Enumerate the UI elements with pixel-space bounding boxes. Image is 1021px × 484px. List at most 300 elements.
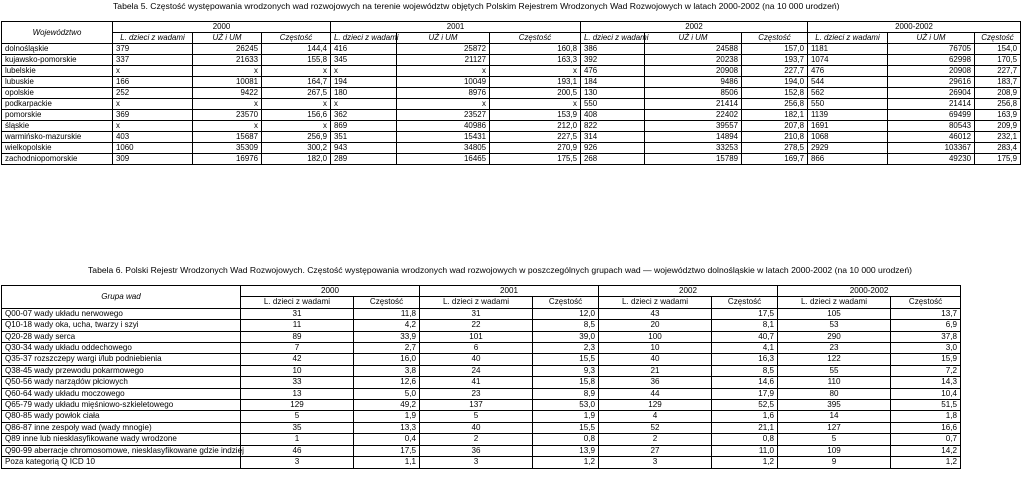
table-cell: 869 <box>331 121 397 132</box>
table-cell: 11 <box>241 320 354 331</box>
table-cell: 17,9 <box>712 388 778 399</box>
defect-group-name: Q89 inne lub niesklasyfikowane wady wrodzone <box>2 434 241 445</box>
table-row <box>2 132 1021 143</box>
table-cell: 26904 <box>888 88 975 99</box>
table6-subheader: Częstość <box>891 297 961 308</box>
table-cell: 164,7 <box>262 77 331 88</box>
table5-subheader: Częstość <box>975 33 1021 44</box>
table-cell: 351 <box>331 132 397 143</box>
table-row <box>2 99 1021 110</box>
table5-year-header: 2002 <box>581 22 808 33</box>
table-cell: 153,9 <box>490 110 581 121</box>
table-row <box>2 400 961 411</box>
table-cell: 182,0 <box>262 154 331 165</box>
table-row <box>2 66 1021 77</box>
table-cell: 33,9 <box>354 331 420 342</box>
table-cell: x <box>262 121 331 132</box>
table5-subheader: L. dzieci z wadami <box>581 33 645 44</box>
table-cell: 21127 <box>397 55 490 66</box>
table-cell: 175,5 <box>490 154 581 165</box>
table-cell: 80 <box>778 388 891 399</box>
table-row <box>2 343 961 354</box>
table-cell: 37,8 <box>891 331 961 342</box>
table-cell: 5 <box>241 411 354 422</box>
defect-group-name: Q10-18 wady oka, ucha, twarzy i szyi <box>2 320 241 331</box>
table-cell: x <box>193 66 262 77</box>
table-cell: 193,7 <box>742 55 808 66</box>
table-cell: 1 <box>241 434 354 445</box>
table-cell: 166 <box>113 77 193 88</box>
table5-subheader: UŻ i UM <box>645 33 742 44</box>
table-cell: 0,4 <box>354 434 420 445</box>
table-cell: 300,2 <box>262 143 331 154</box>
table-cell: 29616 <box>888 77 975 88</box>
table6-subheader: L. dzieci z wadami <box>241 297 354 308</box>
table-cell: 23527 <box>397 110 490 121</box>
table-cell: 544 <box>808 77 888 88</box>
table-cell: 5,0 <box>354 388 420 399</box>
table6-subheader: L. dzieci z wadami <box>599 297 712 308</box>
table-cell: 476 <box>581 66 645 77</box>
table-cell: 16976 <box>193 154 262 165</box>
table-cell: 13 <box>241 388 354 399</box>
table-cell: 39,0 <box>533 331 599 342</box>
table-cell: x <box>490 99 581 110</box>
defect-group-name: Q80-85 wady powłok ciała <box>2 411 241 422</box>
table-row <box>2 88 1021 99</box>
table-cell: x <box>262 99 331 110</box>
table-cell: 40986 <box>397 121 490 132</box>
table-cell: 46 <box>241 445 354 456</box>
table-cell: 152,8 <box>742 88 808 99</box>
table-cell: 22 <box>420 320 533 331</box>
table-cell: 227,5 <box>490 132 581 143</box>
table-cell: 15789 <box>645 154 742 165</box>
table6-subheader: Częstość <box>712 297 778 308</box>
table-cell: 3 <box>241 457 354 468</box>
table-cell: 392 <box>581 55 645 66</box>
table-cell: x <box>331 99 397 110</box>
table-cell: 27 <box>599 445 712 456</box>
table5-subheader: Częstość <box>262 33 331 44</box>
table-cell: 22402 <box>645 110 742 121</box>
table-cell: 40 <box>420 354 533 365</box>
defect-group-name: Q00-07 wady układu nerwowego <box>2 308 241 319</box>
voivodeship-name: warmińsko-mazurskie <box>2 132 113 143</box>
table-cell: 31 <box>241 308 354 319</box>
table-row <box>2 154 1021 165</box>
table-cell: 10 <box>599 343 712 354</box>
table-cell: 2929 <box>808 143 888 154</box>
table-cell: 14,3 <box>891 377 961 388</box>
table-cell: 40 <box>420 422 533 433</box>
table-cell: 3 <box>420 457 533 468</box>
table-cell: 20908 <box>888 66 975 77</box>
table-row <box>2 143 1021 154</box>
table-cell: 137 <box>420 400 533 411</box>
table-cell: 8,5 <box>533 320 599 331</box>
table-cell: 943 <box>331 143 397 154</box>
table-cell: 256,8 <box>742 99 808 110</box>
table-cell: 13,9 <box>533 445 599 456</box>
table-cell: 4,2 <box>354 320 420 331</box>
table-cell: x <box>397 99 490 110</box>
table5-year-header: 2000 <box>113 22 331 33</box>
table-cell: 170,5 <box>975 55 1021 66</box>
table-cell: 20 <box>599 320 712 331</box>
table-cell: 17,5 <box>712 308 778 319</box>
table-cell: 20238 <box>645 55 742 66</box>
table-cell: 4 <box>599 411 712 422</box>
table-cell: 194,0 <box>742 77 808 88</box>
table-cell: 2 <box>599 434 712 445</box>
table-cell: 163,9 <box>975 110 1021 121</box>
table-cell: 232,1 <box>975 132 1021 143</box>
table6 <box>1 285 961 469</box>
table-cell: 209,9 <box>975 121 1021 132</box>
table-cell: 127 <box>778 422 891 433</box>
table-cell: 9422 <box>193 88 262 99</box>
table-cell: 10081 <box>193 77 262 88</box>
table-cell: 26245 <box>193 44 262 55</box>
table-cell: 52,5 <box>712 400 778 411</box>
table-cell: 25872 <box>397 44 490 55</box>
table-row <box>2 308 961 319</box>
table-cell: 21 <box>599 365 712 376</box>
table-cell: 278,5 <box>742 143 808 154</box>
table-cell: 16,6 <box>891 422 961 433</box>
table-cell: 2 <box>420 434 533 445</box>
table-cell: 194 <box>331 77 397 88</box>
defect-group-name: Q50-56 wady narządów płciowych <box>2 377 241 388</box>
table-cell: 200,5 <box>490 88 581 99</box>
table-row <box>2 354 961 365</box>
table-cell: 1691 <box>808 121 888 132</box>
table-cell: 314 <box>581 132 645 143</box>
table-cell: 15,8 <box>533 377 599 388</box>
table-cell: 40,7 <box>712 331 778 342</box>
table-cell: 49,2 <box>354 400 420 411</box>
table-cell: 3 <box>599 457 712 468</box>
table-cell: 3,0 <box>891 343 961 354</box>
table-cell: 35 <box>241 422 354 433</box>
table-cell: 1,2 <box>533 457 599 468</box>
table-cell: 9,3 <box>533 365 599 376</box>
table5-subheader: UŻ i UM <box>397 33 490 44</box>
defect-group-name: Q20-28 wady serca <box>2 331 241 342</box>
table-cell: 155,8 <box>262 55 331 66</box>
table-cell: 20908 <box>645 66 742 77</box>
table-cell: 21633 <box>193 55 262 66</box>
voivodeship-name: wielkopolskie <box>2 143 113 154</box>
voivodeship-name: śląskie <box>2 121 113 132</box>
table-cell: 44 <box>599 388 712 399</box>
table-cell: 182,1 <box>742 110 808 121</box>
table-cell: 13,3 <box>354 422 420 433</box>
table-cell: 34805 <box>397 143 490 154</box>
table-cell: 14,6 <box>712 377 778 388</box>
table-cell: 227,7 <box>975 66 1021 77</box>
table-cell: 15,9 <box>891 354 961 365</box>
table-row <box>2 55 1021 66</box>
table-cell: 6,9 <box>891 320 961 331</box>
table-cell: 267,5 <box>262 88 331 99</box>
defect-group-name: Poza kategorią Q ICD 10 <box>2 457 241 468</box>
voivodeship-name: opolskie <box>2 88 113 99</box>
table-cell: x <box>262 66 331 77</box>
table-cell: x <box>113 99 193 110</box>
table6-year-header: 2001 <box>420 286 599 297</box>
table-cell: 8506 <box>645 88 742 99</box>
table-cell: 926 <box>581 143 645 154</box>
table-cell: 122 <box>778 354 891 365</box>
table-cell: 69499 <box>888 110 975 121</box>
table5-subheader: L. dzieci z wadami <box>808 33 888 44</box>
table-cell: 15431 <box>397 132 490 143</box>
table-cell: 8,9 <box>533 388 599 399</box>
table-cell: 180 <box>331 88 397 99</box>
table-row <box>2 445 961 456</box>
table-cell: 10,4 <box>891 388 961 399</box>
table-cell: 283,4 <box>975 143 1021 154</box>
table-cell: 227,7 <box>742 66 808 77</box>
table-cell: x <box>193 121 262 132</box>
table-cell: 154,0 <box>975 44 1021 55</box>
table-cell: 16,0 <box>354 354 420 365</box>
table-cell: 163,3 <box>490 55 581 66</box>
table-row <box>2 331 961 342</box>
table-cell: 337 <box>113 55 193 66</box>
table-cell: 36 <box>420 445 533 456</box>
table-cell: 23 <box>420 388 533 399</box>
table-cell: 1,9 <box>533 411 599 422</box>
table5-subheader: Częstość <box>490 33 581 44</box>
table-cell: 289 <box>331 154 397 165</box>
voivodeship-name: pomorskie <box>2 110 113 121</box>
table-cell: 17,5 <box>354 445 420 456</box>
table-cell: 55 <box>778 365 891 376</box>
table-row <box>2 365 961 376</box>
table-cell: 21,1 <box>712 422 778 433</box>
table5-subheader: L. dzieci z wadami <box>331 33 397 44</box>
table-cell: 24588 <box>645 44 742 55</box>
table6-row-header: Grupa wad <box>2 286 241 309</box>
table-cell: 76705 <box>888 44 975 55</box>
table-cell: 309 <box>113 154 193 165</box>
table-cell: 36 <box>599 377 712 388</box>
table-cell: 550 <box>581 99 645 110</box>
table-cell: 103367 <box>888 143 975 154</box>
table-cell: 51,5 <box>891 400 961 411</box>
table5-subheader: Częstość <box>742 33 808 44</box>
table-cell: 14894 <box>645 132 742 143</box>
table-cell: 395 <box>778 400 891 411</box>
table5-caption: Tabela 5. Częstość występowania wrodzonych wad rozwojowych na terenie województw objętych Polskim Rejestrem Wrodzonych Wad Rozwojowych w latach 2000-2002 (na 10 000 urodzeń) <box>113 1 840 11</box>
table-cell: 109 <box>778 445 891 456</box>
table-cell: 15687 <box>193 132 262 143</box>
table-cell: 5 <box>778 434 891 445</box>
table-cell: 53 <box>778 320 891 331</box>
table-cell: 144,4 <box>262 44 331 55</box>
table-cell: 1,6 <box>712 411 778 422</box>
table-cell: 212,0 <box>490 121 581 132</box>
table-row <box>2 422 961 433</box>
table-cell: 408 <box>581 110 645 121</box>
table-cell: 7,2 <box>891 365 961 376</box>
table-cell: 53,0 <box>533 400 599 411</box>
voivodeship-name: kujawsko-pomorskie <box>2 55 113 66</box>
table-cell: 35309 <box>193 143 262 154</box>
table-cell: 9486 <box>645 77 742 88</box>
table6-year-header: 2000-2002 <box>778 286 961 297</box>
table-cell: 169,7 <box>742 154 808 165</box>
table-cell: 13,7 <box>891 308 961 319</box>
table-cell: 31 <box>420 308 533 319</box>
table-cell: 80543 <box>888 121 975 132</box>
table-cell: 369 <box>113 110 193 121</box>
table-cell: 193,1 <box>490 77 581 88</box>
table-cell: 208,9 <box>975 88 1021 99</box>
table-cell: 110 <box>778 377 891 388</box>
table-cell: 386 <box>581 44 645 55</box>
table5-year-header: 2001 <box>331 22 581 33</box>
table-cell: 362 <box>331 110 397 121</box>
table-cell: 9 <box>778 457 891 468</box>
table-cell: 1,9 <box>354 411 420 422</box>
table-cell: 1181 <box>808 44 888 55</box>
table-cell: 8,5 <box>712 365 778 376</box>
table6-year-header: 2000 <box>241 286 420 297</box>
table-cell: 49230 <box>888 154 975 165</box>
table-cell: 129 <box>241 400 354 411</box>
table-cell: 1139 <box>808 110 888 121</box>
table-cell: 562 <box>808 88 888 99</box>
table-cell: 156,6 <box>262 110 331 121</box>
table-cell: 12,0 <box>533 308 599 319</box>
table-row <box>2 320 961 331</box>
table-cell: 100 <box>599 331 712 342</box>
table-cell: 16465 <box>397 154 490 165</box>
voivodeship-name: dolnośląskie <box>2 44 113 55</box>
table6-subheader: Częstość <box>533 297 599 308</box>
table-cell: 1,8 <box>891 411 961 422</box>
table-cell: 1,2 <box>712 457 778 468</box>
table5-subheader: UŻ i UM <box>888 33 975 44</box>
table-cell: 10049 <box>397 77 490 88</box>
table-cell: 1,1 <box>354 457 420 468</box>
table5-row-header: Województwo <box>2 22 113 44</box>
voivodeship-name: podkarpackie <box>2 99 113 110</box>
table-row <box>2 121 1021 132</box>
table-cell: 184 <box>581 77 645 88</box>
table-cell: 89 <box>241 331 354 342</box>
table-cell: 416 <box>331 44 397 55</box>
table-row <box>2 77 1021 88</box>
table-cell: 2,3 <box>533 343 599 354</box>
table-cell: 157,0 <box>742 44 808 55</box>
table-row <box>2 44 1021 55</box>
table-cell: 41 <box>420 377 533 388</box>
table-cell: 4,1 <box>712 343 778 354</box>
table-cell: x <box>397 66 490 77</box>
table-cell: 129 <box>599 400 712 411</box>
table6-subheader: L. dzieci z wadami <box>420 297 533 308</box>
table-cell: 210,8 <box>742 132 808 143</box>
table-cell: 252 <box>113 88 193 99</box>
table-cell: 62998 <box>888 55 975 66</box>
table-cell: 256,9 <box>262 132 331 143</box>
table-cell: 24 <box>420 365 533 376</box>
table-cell: x <box>331 66 397 77</box>
table-cell: 7 <box>241 343 354 354</box>
table6-subheader: L. dzieci z wadami <box>778 297 891 308</box>
table-cell: 1,2 <box>891 457 961 468</box>
table-cell: 3,8 <box>354 365 420 376</box>
table-cell: 8976 <box>397 88 490 99</box>
table-row <box>2 377 961 388</box>
table-cell: 1068 <box>808 132 888 143</box>
table-row <box>2 110 1021 121</box>
table-cell: 12,6 <box>354 377 420 388</box>
table-cell: 33253 <box>645 143 742 154</box>
table-cell: 16,3 <box>712 354 778 365</box>
table-cell: 5 <box>420 411 533 422</box>
table-cell: 822 <box>581 121 645 132</box>
table6-year-header: 2002 <box>599 286 778 297</box>
table-cell: 2,7 <box>354 343 420 354</box>
table-cell: 52 <box>599 422 712 433</box>
table-cell: 256,8 <box>975 99 1021 110</box>
table-cell: x <box>193 99 262 110</box>
table6-caption: Tabela 6. Polski Rejestr Wrodzonych Wad Rozwojowych. Częstość występowania wrodzonych wad rozwojowych w poszczególnych grupach wad — województwo dolnośląskie w latach 2000-2002 (na 10 000 urodzeń) <box>88 265 912 275</box>
table5-subheader: UŻ i UM <box>193 33 262 44</box>
table-cell: 379 <box>113 44 193 55</box>
table-cell: 15,5 <box>533 422 599 433</box>
table-cell: 270,9 <box>490 143 581 154</box>
table-row <box>2 388 961 399</box>
table5-year-header: 2000-2002 <box>808 22 1021 33</box>
table6-subheader: Częstość <box>354 297 420 308</box>
table-row <box>2 434 961 445</box>
table-cell: 403 <box>113 132 193 143</box>
voivodeship-name: zachodniopomorskie <box>2 154 113 165</box>
table-cell: 11,0 <box>712 445 778 456</box>
table-cell: 130 <box>581 88 645 99</box>
table-cell: 290 <box>778 331 891 342</box>
table-cell: 23570 <box>193 110 262 121</box>
table-cell: 105 <box>778 308 891 319</box>
table-cell: 175,9 <box>975 154 1021 165</box>
defect-group-name: Q35-37 rozszczepy wargi i/lub podniebienia <box>2 354 241 365</box>
table-cell: 42 <box>241 354 354 365</box>
table-cell: 476 <box>808 66 888 77</box>
voivodeship-name: lubuskie <box>2 77 113 88</box>
table-cell: 11,8 <box>354 308 420 319</box>
table-cell: 1060 <box>113 143 193 154</box>
defect-group-name: Q30-34 wady układu oddechowego <box>2 343 241 354</box>
table-cell: 33 <box>241 377 354 388</box>
defect-group-name: Q60-64 wady układu moczowego <box>2 388 241 399</box>
table5 <box>1 21 1021 165</box>
table-cell: x <box>490 66 581 77</box>
table-cell: 21414 <box>888 99 975 110</box>
table-cell: 183,7 <box>975 77 1021 88</box>
table-cell: 207,8 <box>742 121 808 132</box>
table-cell: 14 <box>778 411 891 422</box>
table-cell: x <box>113 66 193 77</box>
defect-group-name: Q38-45 wady przewodu pokarmowego <box>2 365 241 376</box>
table-cell: 21414 <box>645 99 742 110</box>
